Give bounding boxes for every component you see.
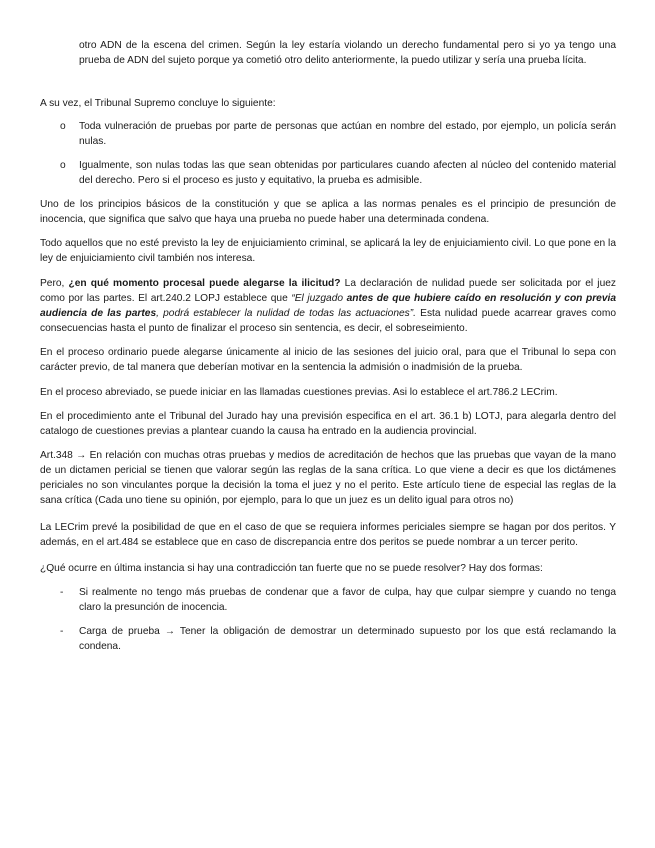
- quote-italic: “El juzgado: [291, 293, 347, 304]
- list-item-condena: Si realmente no tengo más pruebas de condenar que a favor de culpa, hay que culpar siempre y cuando no tenga claro la presunción de inocencia.: [79, 587, 616, 613]
- list-bullet: o: [60, 160, 66, 171]
- paragraph-tribunal-supremo: A su vez, el Tribunal Supremo concluye lo siguiente:: [40, 98, 276, 109]
- list-item-carga-prueba: Carga de prueba → Tener la obligación de demostrar un determinado supuesto por los que está reclamando la condena.: [79, 626, 616, 652]
- list-dash: -: [60, 587, 64, 598]
- paragraph-tribunal-jurado: En el procedimiento ante el Tribunal del Jurado hay una previsión especifica en el art. 36.1 b) LOTJ, para alegarla dentro del catalogo de cuestiones previas a plantear cuando la causa ha entrado en la audiencia provincial.: [40, 411, 616, 437]
- paragraph-contradiccion: ¿Qué ocurre en última instancia si hay una contradicción tan fuerte que no se puede resolver? Hay dos formas:: [40, 563, 543, 574]
- question-bold: ¿en qué momento procesal puede alegarse la ilicitud?: [68, 278, 341, 289]
- paragraph-art-348: Art.348 → En relación con muchas otras pruebas y medios de acreditación de hechos que las pruebas que vayan de la mano de un dictamen pericial se tienen que valorar según las reglas de la sana crítica. Lo que viene a decir es que los dictámenes periciales no son vinculantes porque la decisión la toma el juez y no el perito. Este artículo tiene de especial las reglas de la sana crítica (Cada uno tiene su opinión, por ejemplo, para lo que un juez es un delito igual para otros no): [40, 450, 616, 506]
- text-run: Esta nulidad puede acarrear graves como consecuencias hasta el punto de finalizar el proceso sin sentencia, es decir, el sobreseimiento.: [40, 308, 616, 334]
- text-run: Pero,: [40, 278, 69, 289]
- text-run: La declaración de nulidad puede ser solicitada por el juez como por las partes. El art.240.2 LOPJ establece que: [40, 278, 616, 304]
- list-bullet: o: [60, 121, 66, 132]
- paragraph-proceso-abreviado: En el proceso abreviado, se puede iniciar en las llamadas cuestiones previas. Asi lo establece el art.786.2 LECrim.: [40, 387, 558, 398]
- paragraph-enjuiciamiento: Todo aquellos que no esté previsto la ley de enjuiciamiento criminal, se aplicará la ley de enjuiciamiento civil. Lo que pone en la ley de enjuiciamiento civil también nos interesa.: [40, 238, 616, 264]
- paragraph-presuncion-inocencia: Uno de los principios básicos de la constitución y que se aplica a las normas penales es el principio de presunción de inocencia, que significa que salvo que haya una prueba no puede haber una determinada condena.: [40, 199, 616, 225]
- quote-bold-italic: antes de que hubiere caído en resolución y con previa audiencia de las partes: [40, 293, 616, 319]
- list-item-vulneracion: Toda vulneración de pruebas por parte de personas que actúan en nombre del estado, por ejemplo, un policía serán nulas.: [79, 121, 616, 147]
- paragraph-proceso-ordinario: En el proceso ordinario puede alegarse únicamente al inicio de las sesiones del juicio oral, para que el Tribunal lo sepa con carácter previo, de tal manera que deberían motivar en la sentencia la admisión o inadmisión de la prueba.: [40, 347, 616, 373]
- list-dash: -: [60, 626, 64, 637]
- paragraph-lecrim-peritos: La LECrim prevé la posibilidad de que en el caso de que se requiera informes periciales siempre se hagan por dos peritos. Y además, en el art.484 se establece que en caso de discrepancia entre dos peritos se puede nombrar a un tercer perito.: [40, 522, 616, 548]
- quote-italic: , podrá establecer la nulidad de todas las actuaciones”.: [156, 308, 416, 319]
- list-item-particulares: Igualmente, son nulas todas las que sean obtenidas por particulares cuando afecten al núcleo del contenido material del derecho. Pero si el proceso es justo y equitativo, la prueba es admisible.: [79, 160, 616, 186]
- paragraph-ilicitud: [40, 276, 616, 336]
- paragraph-adn-continuation: otro ADN de la escena del crimen. Según la ley estaría violando un derecho fundamental pero si yo ya tengo una prueba de ADN del sujeto porque ya cometió otro delito anteriormente, la puedo utilizar y sería una prueba lícita.: [79, 40, 616, 66]
